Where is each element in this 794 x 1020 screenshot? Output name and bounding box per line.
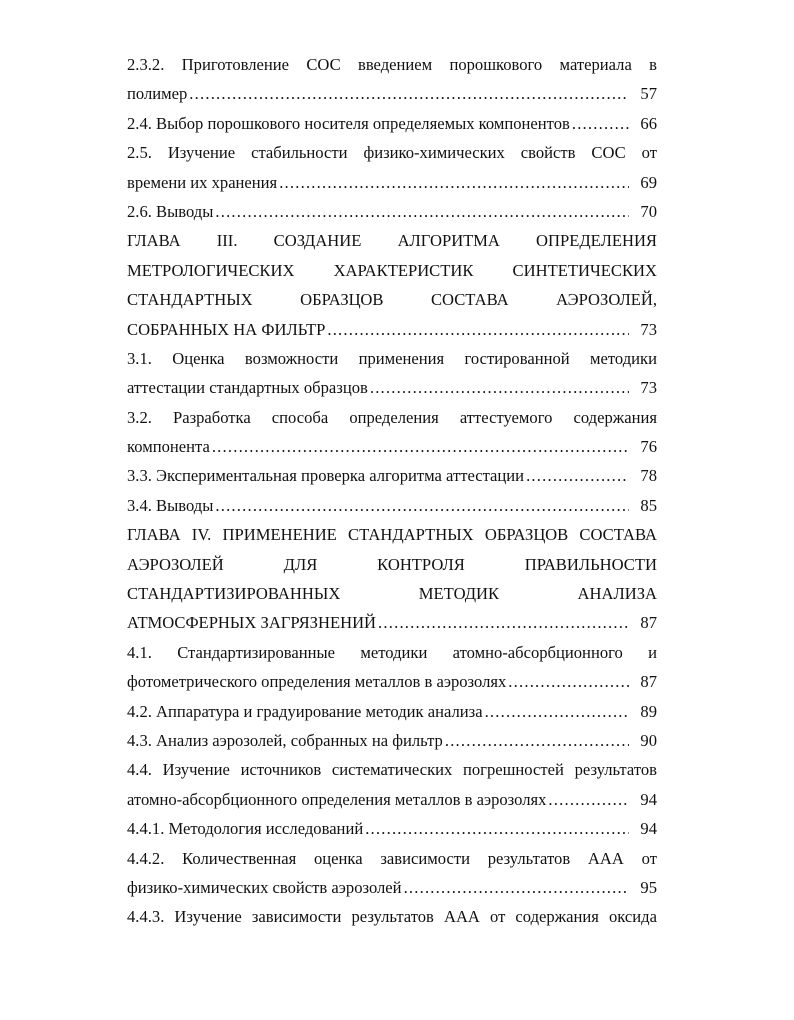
toc-entry-title: АТМОСФЕРНЫХ ЗАГРЯЗНЕНИЙ	[127, 613, 377, 633]
page-number: 94	[640, 819, 657, 839]
toc-entry-leader-line	[127, 197, 657, 226]
toc-entry-title: 2.6. Выводы	[127, 201, 214, 221]
page-number: 73	[640, 378, 657, 398]
toc-entry	[127, 403, 657, 462]
toc-entry-line: 3.2. Разработка способа определения аттестуемого содержания	[127, 407, 657, 427]
page-number: 76	[640, 437, 657, 457]
page-number: 66	[640, 113, 657, 133]
toc-entry	[127, 697, 657, 726]
page-number: 87	[640, 613, 657, 633]
toc-entry	[127, 520, 657, 638]
toc-entry-line: 2.5. Изучение стабильности физико-химических свойств СОС от	[127, 143, 657, 163]
toc-entry-title: 4.2. Аппаратура и градуирование методик анализа	[127, 701, 483, 721]
toc-entry	[127, 50, 657, 109]
dot-leader	[370, 373, 629, 402]
toc-entry-line: ГЛАВА III. СОЗДАНИЕ АЛГОРИТМА ОПРЕДЕЛЕНИЯ	[127, 231, 657, 251]
toc-entry-title: атомно-абсорбционного определения металлов в аэрозолях	[127, 789, 547, 809]
toc-entry-line: СТАНДАРТНЫХ ОБРАЗЦОВ СОСТАВА АЭРОЗОЛЕЙ,	[127, 290, 657, 310]
page-number: 57	[640, 84, 657, 104]
dot-leader	[485, 697, 629, 726]
page-number: 87	[640, 672, 657, 692]
page-number: 94	[640, 789, 657, 809]
toc-entry-leader-line	[127, 873, 657, 902]
toc-entry-line: 4.1. Стандартизированные методики атомно-абсорбционного и	[127, 642, 657, 662]
dot-leader	[445, 726, 629, 755]
toc-entry-leader-line	[127, 315, 657, 344]
dot-leader	[279, 168, 629, 197]
toc-entry	[127, 638, 657, 697]
dot-leader	[189, 79, 629, 108]
toc-entry	[127, 814, 657, 843]
toc-entry	[127, 902, 657, 931]
toc-entry-title: 2.4. Выбор порошкового носителя определяемых компонентов	[127, 113, 570, 133]
toc-entry-title: СОБРАННЫХ НА ФИЛЬТР	[127, 319, 326, 339]
toc-list	[127, 50, 657, 932]
dot-leader	[212, 432, 629, 461]
dot-leader	[508, 667, 629, 696]
toc-entry-title: 3.3. Экспериментальная проверка алгоритма аттестации	[127, 466, 525, 486]
toc-entry	[127, 138, 657, 197]
dot-leader	[327, 315, 629, 344]
toc-entry-title: 4.4.1. Методология исследований	[127, 819, 364, 839]
toc-entry	[127, 197, 657, 226]
toc-entry-title: полимер	[127, 84, 188, 104]
toc-entry-leader-line	[127, 608, 657, 637]
page-number: 95	[640, 877, 657, 897]
dot-leader	[365, 814, 629, 843]
toc-entry-line: АЭРОЗОЛЕЙ ДЛЯ КОНТРОЛЯ ПРАВИЛЬНОСТИ	[127, 554, 657, 574]
toc-entry-title: 3.4. Выводы	[127, 495, 214, 515]
toc-entry	[127, 755, 657, 814]
toc-entry-line: 3.1. Оценка возможности применения гостированной методики	[127, 348, 657, 368]
page-number: 85	[640, 495, 657, 515]
toc-entry-line: СТАНДАРТИЗИРОВАННЫХ МЕТОДИК АНАЛИЗА	[127, 584, 657, 604]
page-number: 90	[640, 730, 657, 750]
dot-leader	[378, 608, 629, 637]
toc-entry-title: аттестации стандартных образцов	[127, 378, 368, 398]
dot-leader	[572, 109, 629, 138]
toc-entry-title: фотометрического определения металлов в аэрозолях	[127, 672, 507, 692]
toc-entry-leader-line	[127, 697, 657, 726]
toc-entry-leader-line	[127, 667, 657, 696]
toc-entry-leader-line	[127, 432, 657, 461]
toc-entry-leader-line	[127, 814, 657, 843]
toc-entry	[127, 109, 657, 138]
toc-entry	[127, 461, 657, 490]
toc-entry	[127, 491, 657, 520]
dot-leader	[404, 873, 629, 902]
toc-entry-leader-line	[127, 785, 657, 814]
dot-leader	[548, 785, 629, 814]
table-of-contents	[127, 50, 657, 932]
toc-entry-leader-line	[127, 168, 657, 197]
toc-entry-title: 4.3. Анализ аэрозолей, собранных на фильтр	[127, 730, 443, 750]
toc-entry-line: 4.4.2. Количественная оценка зависимости результатов ААА от	[127, 848, 657, 868]
page-number: 69	[640, 172, 657, 192]
toc-entry-leader-line	[127, 491, 657, 520]
dot-leader	[526, 461, 629, 490]
toc-entry-title: компонента	[127, 437, 210, 457]
toc-entry-title: времени их хранения	[127, 172, 278, 192]
toc-entry-leader-line	[127, 726, 657, 755]
toc-entry-line: 4.4.3. Изучение зависимости результатов ААА от содержания оксида	[127, 907, 657, 927]
toc-entry-title: физико-химических свойств аэрозолей	[127, 877, 402, 897]
page-number: 78	[640, 466, 657, 486]
toc-entry-line: 4.4. Изучение источников систематических погрешностей результатов	[127, 760, 657, 780]
toc-entry	[127, 226, 657, 344]
page-number: 73	[640, 319, 657, 339]
toc-entry-line: ГЛАВА IV. ПРИМЕНЕНИЕ СТАНДАРТНЫХ ОБРАЗЦОВ СОСТАВА	[127, 525, 657, 545]
toc-entry	[127, 344, 657, 403]
dot-leader	[215, 491, 629, 520]
toc-entry-leader-line	[127, 373, 657, 402]
toc-entry-leader-line	[127, 461, 657, 490]
toc-entry-leader-line	[127, 79, 657, 108]
dot-leader	[215, 197, 629, 226]
page-number: 70	[640, 201, 657, 221]
page-number: 89	[640, 701, 657, 721]
toc-entry	[127, 844, 657, 903]
toc-entry	[127, 726, 657, 755]
toc-entry-leader-line	[127, 109, 657, 138]
toc-entry-line: МЕТРОЛОГИЧЕСКИХ ХАРАКТЕРИСТИК СИНТЕТИЧЕСКИХ	[127, 260, 657, 280]
toc-entry-line: 2.3.2. Приготовление СОС введением порошкового материала в	[127, 55, 657, 74]
